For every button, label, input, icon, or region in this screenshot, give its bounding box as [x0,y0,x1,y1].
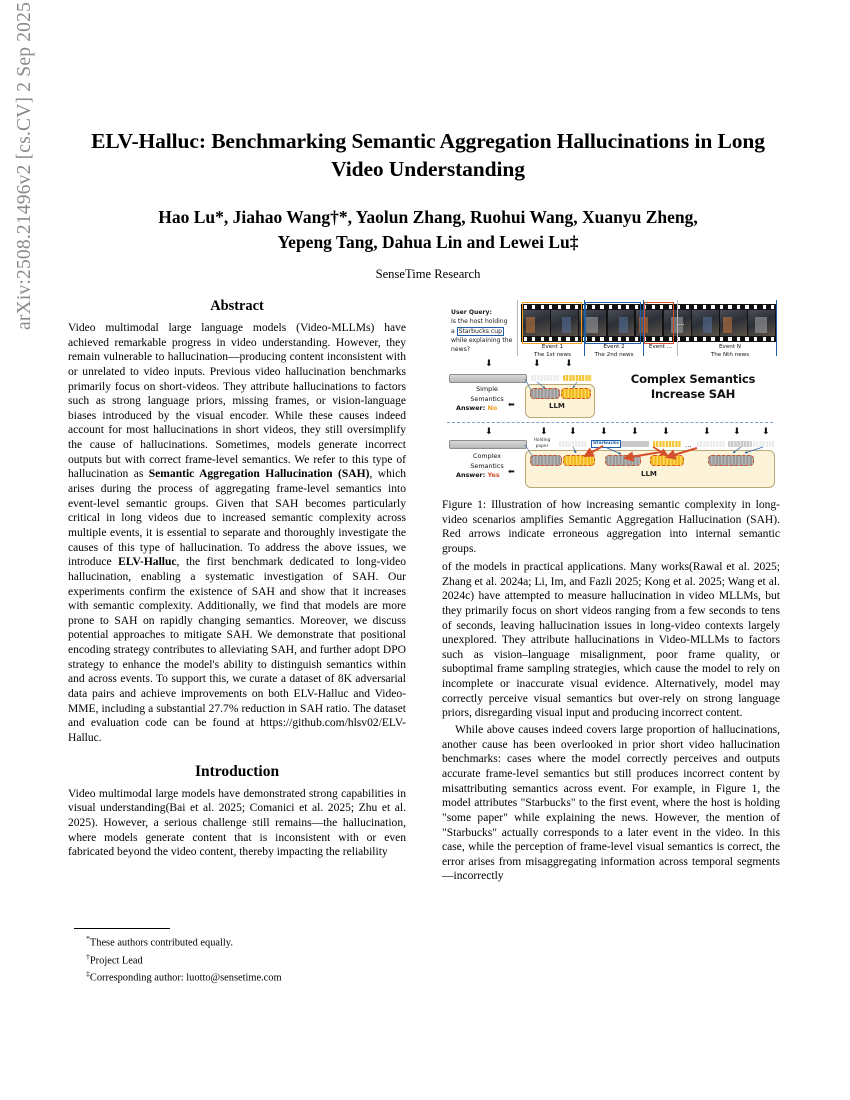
llm-label-complex: LLM [641,470,657,478]
footnote-item [86,968,406,986]
simple-answer-prefix: Answer: [456,404,486,412]
affiliation: SenseTime Research [375,266,481,281]
abstract-text-3: , the first benchmark dedicated to long-video hallucination, enabling a systematic investigation of SAH. Our experiments confirm the existence of SAH and show that it increases with semantic complexity. Additionally, we find that models are more prone to SAH on rapidly changing semantics. Moreover, we discuss potential approaches to mitigate SAH. We demonstrate that positional encoding strategy contributes to alleviating SAH, and further adopt DPO strategy to enhance the model's ability to distinguish semantics within and across events. To support this, we curate a dataset of 8K adversarial data pairs and achieve improvements on both ELV-Halluc and Video-MME, including a substantial 27.7% reduction in SAH ratio. The dataset and evaluation code can be found at https://github.com/hlsv02/ELV-Halluc. [68,556,406,744]
headline-line-1: Complex Semantics [630,372,756,386]
footnote-mark: ‡ [86,969,90,979]
event-label-line-1: Event N [719,344,741,350]
footnote-item [86,933,406,951]
user-query-title: User Query: [451,309,492,316]
intro-paragraph-1-continued: of the models in practical applications. Many works(Rawal et al. 2025; Zhang et al. 2024a; Li, Im, and Fazli 2025; Kong et al. 2025; Wang et al. 2024c) have attempted to measure hallucination in video MLLMs, but they primarily focus on short videos ranging from a few seconds to tens of seconds, leaving hallucination issues in long-video contexts largely unexplored. They attribute hallucinations in Video-MLLMs to factors such as vision–language misalignment, poor frame quality, or suboptimal frame sampling strategies, which cause the model to rely on incomplete or inaccurate visual evidence. Alternatively, model may correctly perceive visual semantics but over-rely on strong language priors, disregarding visual input and producing incorrect content. [442,561,780,720]
title-block [78,128,778,282]
simple-semantics-line-1: Simple [476,385,498,393]
complex-semantics-line-1: Complex [472,452,502,460]
simple-semantics-line-2: Semantics [470,394,504,403]
down-arrow-icon: ⬇ [565,359,573,369]
down-arrow-icon: ⬇ [762,427,770,437]
left-arrow-icon: ⬅ [508,400,515,409]
abstract-bold-sah: Semantic Aggregation Hallucination (SAH) [148,468,370,481]
down-arrow-icon: ⬇ [569,427,577,437]
footnote-item [86,951,406,969]
down-arrow-icon: ⬇ [631,427,639,437]
footnote-text: These authors contributed equally. [89,937,233,949]
author-line-2: Yepeng Tang, Dahua Lin and Lewei Lu‡ [277,231,579,252]
event-label-line-1: Event ... [648,344,673,350]
author-list [78,205,778,255]
user-query-line-3: while explaining the [451,336,513,344]
down-arrow-icon: ⬇ [733,427,741,437]
abstract-text-2: , which arises during the process of aggregating frame-level semantics into event-level semantic groups. Given that SAH becomes particularly critical in long videos due to increased semantic complexity across multiple events, it is essential to separate and thoroughly investigate the causes of this type of hallucination. To address the above issues, we introduce [68,468,406,569]
event-label-line-2: The 2nd news [594,351,634,358]
event-label-line-2: The Nth news [710,351,750,358]
starbucks-cup-highlight: Starbucks cup [458,327,502,335]
arxiv-stamp: arXiv:2508.21496v2 [cs.CV] 2 Sep 2025 [14,1,35,330]
right-column [442,298,780,884]
introduction-body [68,787,406,860]
down-arrow-icon: ⬇ [662,427,670,437]
llm-label-simple: LLM [549,402,565,410]
headline-line-2: Increase SAH [650,386,736,401]
user-query-line-1: Is the host holding [451,318,508,326]
down-arrow-icon: ⬇ [540,427,548,437]
right-column-body [442,560,780,884]
footnote-text: Corresponding author: luotto@sensetime.com [89,972,282,984]
left-column [68,298,406,860]
holding-paper-line-2: paper [535,443,549,449]
abstract-text-1: Video multimodal large language models (Video-MLLMs) have achieved remarkable progress in video understanding. However, they remain vulnerable to hallucination—producing content inconsistent with or unrelated to video inputs. Previous video hallucination benchmarks primarily focus on short-videos. They attribute hallucinations to factors such as strong language priors, missing frames, or vision-language biases introduced by the visual encoder. While these causes indeed account for most hallucinations in short videos, they still oversimplify the cause of hallucinations. Sometimes, models generate incorrect outputs but with correct frame-level semantics. We refer to this type of hallucination as [68,322,406,481]
simple-answer-value: No [487,404,498,412]
footnote-rule [74,928,170,929]
user-query-prefix: a [451,327,457,335]
abstract-bold-elvhalluc: ELV-Halluc [118,556,177,569]
introduction-heading: Introduction [194,762,280,780]
event-label-line-1: Event 1 [541,344,564,350]
event-label-line-1: Event 2 [603,344,625,350]
complex-semantics-line-2: Semantics [470,461,504,470]
footnote-mark: * [86,934,90,943]
footnote-text: Project Lead [89,955,143,967]
user-query-line-4: news? [451,346,471,353]
footnote-mark: † [86,951,90,961]
down-arrow-icon: ⬇ [533,359,541,369]
event-label-line-2: The 1st news [533,351,572,358]
author-line-1: Hao Lu*, Jiahao Wang†*, Yaolun Zhang, Ruohui Wang, Xuanyu Zheng, [158,207,698,228]
down-arrow-icon: ⬇ [485,359,493,369]
starbucks-token-box: Starbucks [591,440,621,448]
down-arrow-icon: ⬇ [485,427,493,437]
frames-ellipsis: ... [678,319,685,327]
intro-paragraph-1: Video multimodal large models have demonstrated strong capabilities in visual understanding(Bai et al. 2025; Comanici et al. 2025; Zhu et al. 2025). However, a serious challenge still remains—the hallucination, where models generate content that is inconsistent with or even fabricated beyond the video content, thereby impacting the reliability [68,787,406,859]
abstract-paragraph [68,321,406,746]
left-arrow-icon: ⬅ [508,467,515,476]
footnotes [68,928,406,986]
complex-answer-value: Yes [487,471,500,479]
intro-paragraph-2: While above causes indeed covers large proportion of hallucinations, another cause has been overlooked in prior short video hallucination benchmarks: cases where the model correctly perceives and outputs accurate frame-level semantics but still produces incorrect content by misattributing semantics across event. For example, in Figure 1, the model attributes "Starbucks" to the first event, where the host is holding "some paper" while explaining the news. However, the mention of "Starbucks" actually corresponds to a later event in the video. In this case, while the perception of frame-level visual semantics is correct, the error arises from misaggregating information across temporal segments—incorrectly [442,724,780,883]
abstract-heading: Abstract [210,298,264,314]
figure-caption: Figure 1: Illustration of how increasing semantic complexity in long-video scenarios amplifies Semantic Aggregation Hallucination (SAH). Red arrows indicate erroneous aggregation into internal semantic groups. [442,499,780,555]
holding-paper-line-1: Holding [533,438,551,443]
page-title: ELV-Halluc: Benchmarking Semantic Aggregation Hallucinations in Long Video Understanding [91,129,765,181]
complex-answer-prefix: Answer: [456,471,486,479]
token-ellipsis: ... [685,441,692,449]
down-arrow-icon: ⬇ [703,427,711,437]
down-arrow-icon: ⬇ [600,427,608,437]
abstract-body [68,321,406,746]
